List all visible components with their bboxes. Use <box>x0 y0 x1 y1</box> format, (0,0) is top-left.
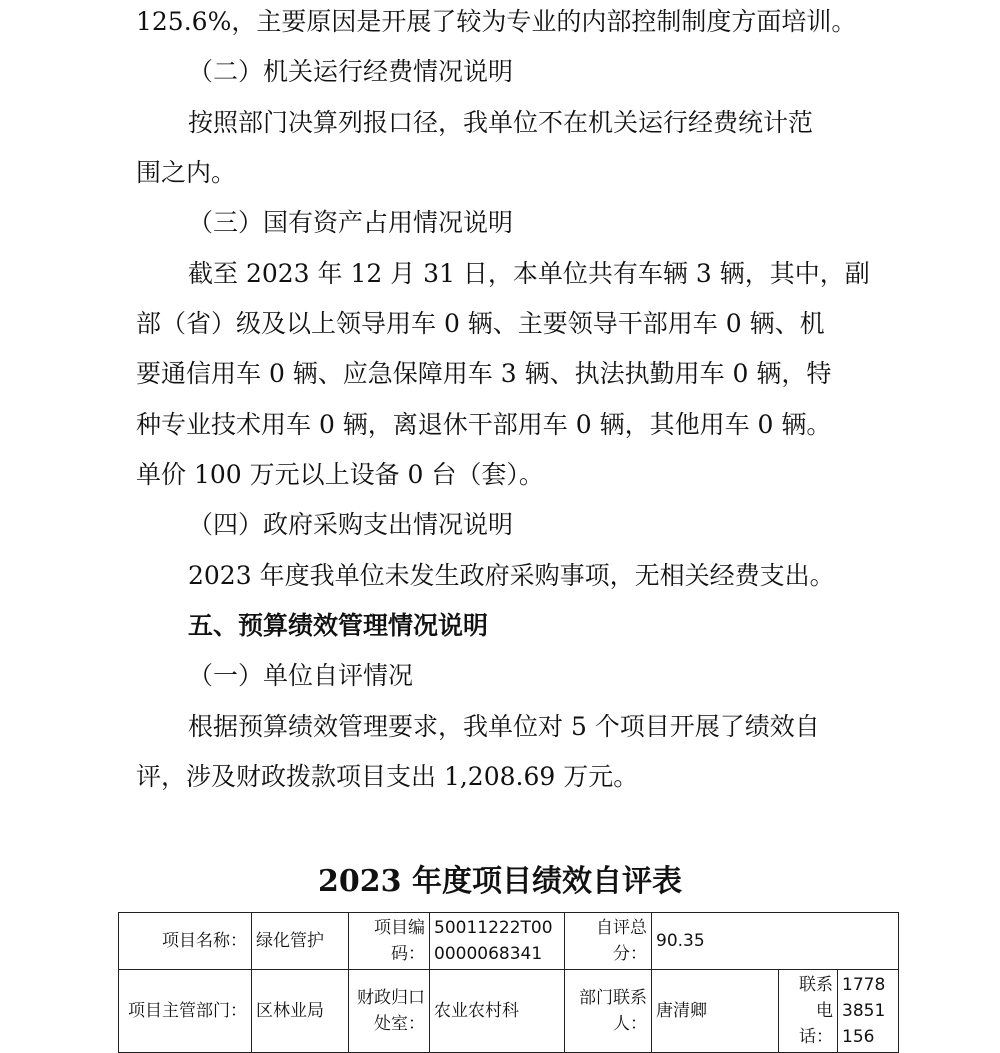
dept-label: 项目主管部门： <box>119 970 252 1053</box>
paragraph-line: 截至 2023 年 12 月 31 日，本单位共有车辆 3 辆，其中，副 <box>188 259 870 288</box>
office-label: 财政归口处室： <box>349 970 430 1053</box>
project-code-value: 50011222T000000068341 <box>430 913 565 970</box>
section-heading: （三）国有资产占用情况说明 <box>188 208 514 237</box>
table-row <box>119 913 899 970</box>
table-title: 2023 年度项目绩效自评表 <box>318 864 682 899</box>
paragraph-line: 评，涉及财政拨款项目支出 1,208.69 万元。 <box>136 762 639 791</box>
chapter-heading: 五、预算绩效管理情况说明 <box>188 611 489 640</box>
section-heading: （一）单位自评情况 <box>188 661 414 690</box>
phone-value: 17783851156 <box>838 970 899 1053</box>
table-row <box>119 970 899 1053</box>
office-value: 农业农村科 <box>430 970 565 1053</box>
score-label: 自评总分： <box>565 913 652 970</box>
phone-label: 联系电话： <box>779 970 838 1053</box>
paragraph-line: 部（省）级及以上领导用车 0 辆、主要领导干部用车 0 辆、机 <box>136 309 825 338</box>
paragraph-line: 根据预算绩效管理要求，我单位对 5 个项目开展了绩效自 <box>188 712 820 741</box>
paragraph-line: 种专业技术用车 0 辆，离退休干部用车 0 辆，其他用车 0 辆。 <box>136 410 832 439</box>
contact-value: 唐清卿 <box>652 970 779 1053</box>
section-heading: （二）机关运行经费情况说明 <box>188 57 514 86</box>
paragraph-line: 单价 100 万元以上设备 0 台（套）。 <box>136 460 544 489</box>
paragraph-line: 2023 年度我单位未发生政府采购事项，无相关经费支出。 <box>188 561 835 590</box>
paragraph-line: 围之内。 <box>136 158 237 187</box>
score-value: 90.35 <box>652 913 899 970</box>
section-heading: （四）政府采购支出情况说明 <box>188 510 514 539</box>
project-name-label: 项目名称： <box>119 913 252 970</box>
paragraph-line: 要通信用车 0 辆、应急保障用车 3 辆、执法执勤用车 0 辆，特 <box>136 359 832 388</box>
project-name-value: 绿化管护 <box>252 913 349 970</box>
paragraph-line: 按照部门决算列报口径，我单位不在机关运行经费统计范 <box>188 108 814 137</box>
contact-label: 部门联系人： <box>565 970 652 1053</box>
evaluation-table <box>118 912 899 1053</box>
dept-value: 区林业局 <box>252 970 349 1053</box>
project-code-label: 项目编码： <box>349 913 430 970</box>
paragraph-line: 125.6%，主要原因是开展了较为专业的内部控制制度方面培训。 <box>136 7 857 36</box>
